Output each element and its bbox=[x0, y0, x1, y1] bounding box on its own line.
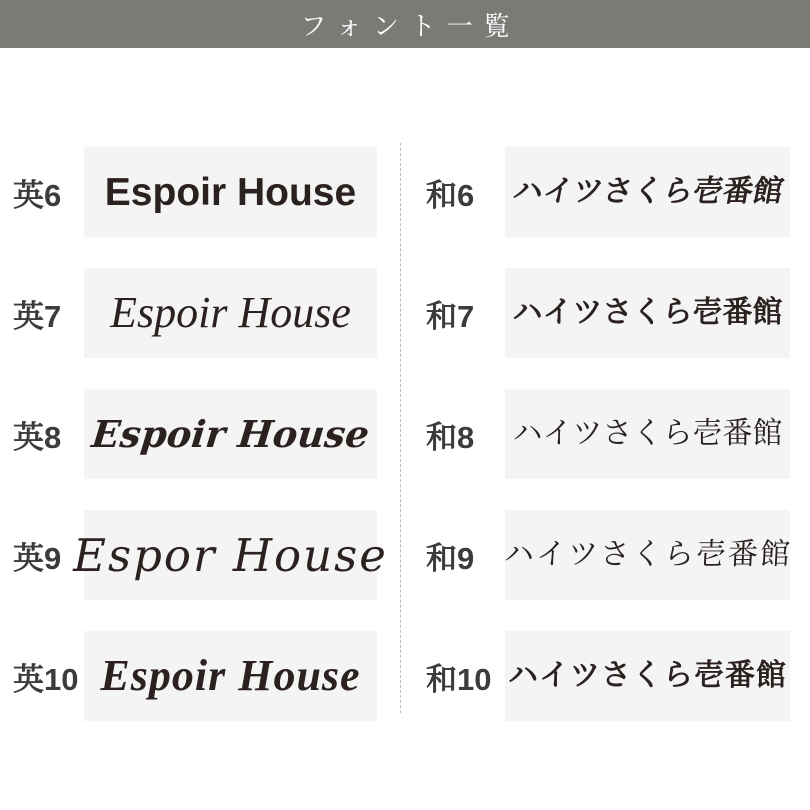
font-row-japanese-7 bbox=[400, 268, 810, 358]
font-size-label: 英9 bbox=[13, 540, 62, 576]
font-row-english-7 bbox=[0, 268, 400, 358]
font-size-label: 英6 bbox=[13, 177, 62, 213]
font-sample-box bbox=[84, 268, 377, 358]
font-sample-text: Espoir House bbox=[104, 170, 357, 214]
font-sample-text: Espor House bbox=[73, 528, 388, 582]
font-row-english-6 bbox=[0, 147, 400, 237]
font-sample-box bbox=[502, 510, 793, 600]
font-sample-text: Espoir House bbox=[100, 651, 361, 700]
font-sample-text: ハイツさくら壱番館 bbox=[508, 659, 787, 692]
font-row-english-9 bbox=[0, 510, 400, 600]
font-row-japanese-9 bbox=[400, 510, 810, 600]
font-size-label: 和6 bbox=[426, 177, 475, 213]
font-sample-text: ハイツさくら壱番館 bbox=[502, 538, 793, 571]
font-size-label: 和7 bbox=[426, 298, 475, 334]
font-row-japanese-8 bbox=[400, 389, 810, 479]
font-sample-box bbox=[505, 147, 790, 237]
font-sample-box bbox=[505, 389, 790, 479]
font-sample-box bbox=[84, 147, 377, 237]
font-sample-box bbox=[73, 510, 388, 600]
font-sample-box bbox=[505, 268, 790, 358]
font-size-label: 英10 bbox=[13, 661, 79, 697]
font-sample-box bbox=[84, 389, 377, 479]
header-bar bbox=[0, 0, 810, 48]
font-sample-text: Espoir House bbox=[110, 288, 351, 337]
column-divider bbox=[400, 143, 401, 713]
font-size-label: 英8 bbox=[13, 419, 62, 455]
font-list bbox=[0, 48, 810, 721]
font-sample-text: Espoir House bbox=[89, 411, 372, 456]
font-size-label: 和8 bbox=[426, 419, 475, 455]
font-size-label: 英7 bbox=[13, 298, 62, 334]
font-sample-box bbox=[505, 631, 790, 721]
font-sample-text: ハイツさくら壱番館 bbox=[509, 175, 786, 208]
page-title: フォント一覧 bbox=[300, 10, 521, 41]
font-row-english-10 bbox=[0, 631, 400, 721]
font-sample-box bbox=[84, 631, 377, 721]
font-row-japanese-10 bbox=[400, 631, 810, 721]
font-sample-text: ハイツさくら壱番館 bbox=[512, 296, 783, 329]
font-row-english-8 bbox=[0, 389, 400, 479]
font-size-label: 和9 bbox=[426, 540, 475, 576]
japanese-fonts-column bbox=[400, 48, 810, 721]
font-size-label: 和10 bbox=[426, 661, 492, 697]
font-row-japanese-6 bbox=[400, 147, 810, 237]
font-sample-text: ハイツさくら壱番館 bbox=[512, 417, 783, 450]
english-fonts-column bbox=[0, 48, 400, 721]
